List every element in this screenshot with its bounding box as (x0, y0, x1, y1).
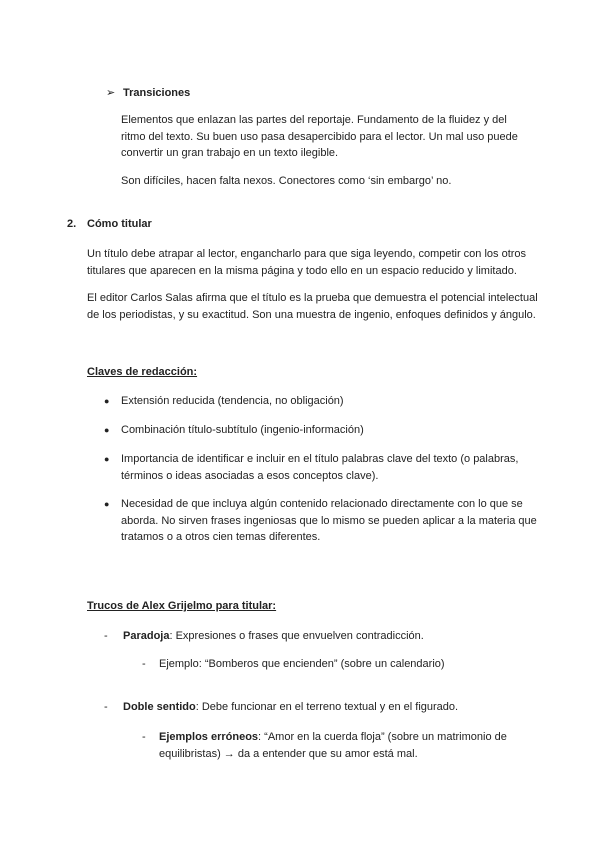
bullet-icon: ● (104, 499, 110, 509)
claves-item: Combinación título-subtítulo (ingenio-información) (121, 424, 364, 436)
como-titular-paragraph-1: Un título debe atrapar al lector, engancharlo para que siga leyendo, competir con los otros titulares que aparecen en la misma página y todo ello en un espacio reducido y limitado. (87, 248, 527, 277)
trucos-paradoja (123, 628, 543, 645)
bullet-icon: ● (104, 454, 110, 464)
doble-sentido-term: Doble sentido (123, 701, 196, 713)
paradoja-example: Ejemplo: “Bomberos que encienden” (sobre un calendario) (159, 658, 445, 670)
transiciones-paragraph-2: Son difíciles, hacen falta nexos. Conectores como ‘sin embargo’ no. (121, 175, 452, 187)
claves-heading: Claves de redacción: (87, 366, 198, 378)
ejemplos-erroneos-desc: : “Amor en la cuerda floja” (sobre un matrimonio de equilibristas) → da a entender que su amor está mal. (159, 731, 507, 760)
trucos-heading: Trucos de Alex Grijelmo para titular: (87, 600, 277, 612)
claves-item: Extensión reducida (tendencia, no obligación) (121, 395, 344, 407)
trucos-doble-sentido (123, 699, 543, 716)
bullet-icon: ● (104, 396, 110, 406)
dash-marker: - (142, 658, 146, 670)
bullet-icon: ● (104, 425, 110, 435)
dash-marker: - (104, 630, 108, 642)
doble-sentido-example (159, 729, 531, 762)
transiciones-paragraph-1: Elementos que enlazan las partes del reportaje. Fundamento de la fluidez y del ritmo del texto. Su buen uso pasa desapercibido para el lector. Un mal uso puede convertir un gran trabajo en un texto ilegible. (121, 114, 518, 159)
paradoja-term: Paradoja (123, 630, 170, 642)
arrow-bullet-icon: ➢ (106, 87, 116, 99)
dash-marker: - (142, 731, 146, 743)
como-titular-heading: Cómo titular (87, 218, 152, 230)
claves-item: Importancia de identificar e incluir en el título palabras clave del texto (o palabras, términos o ideas asociadas a esos conceptos clave). (121, 453, 519, 482)
claves-item: Necesidad de que incluya algún contenido relacionado directamente con lo que se aborda. No sirven frases ingeniosas que lo mismo se pueden aplicar a la materia que tratamos o a otros cien temas diferentes. (121, 498, 537, 543)
doble-sentido-desc: : Debe funcionar en el terreno textual y en el figurado. (195, 701, 459, 713)
ejemplos-erroneos-term: Ejemplos erróneos (159, 731, 259, 743)
como-titular-paragraph-2: El editor Carlos Salas afirma que el título es la prueba que demuestra el potencial intelectual de los periodistas, y su exactitud. Son una muestra de ingenio, enfoques definidos y ángulo. (87, 292, 538, 321)
dash-marker: - (104, 701, 108, 713)
paradoja-desc: : Expresiones o frases que envuelven contradicción. (169, 630, 424, 642)
section-number: 2. (67, 218, 77, 230)
transiciones-heading: Transiciones (123, 87, 191, 99)
